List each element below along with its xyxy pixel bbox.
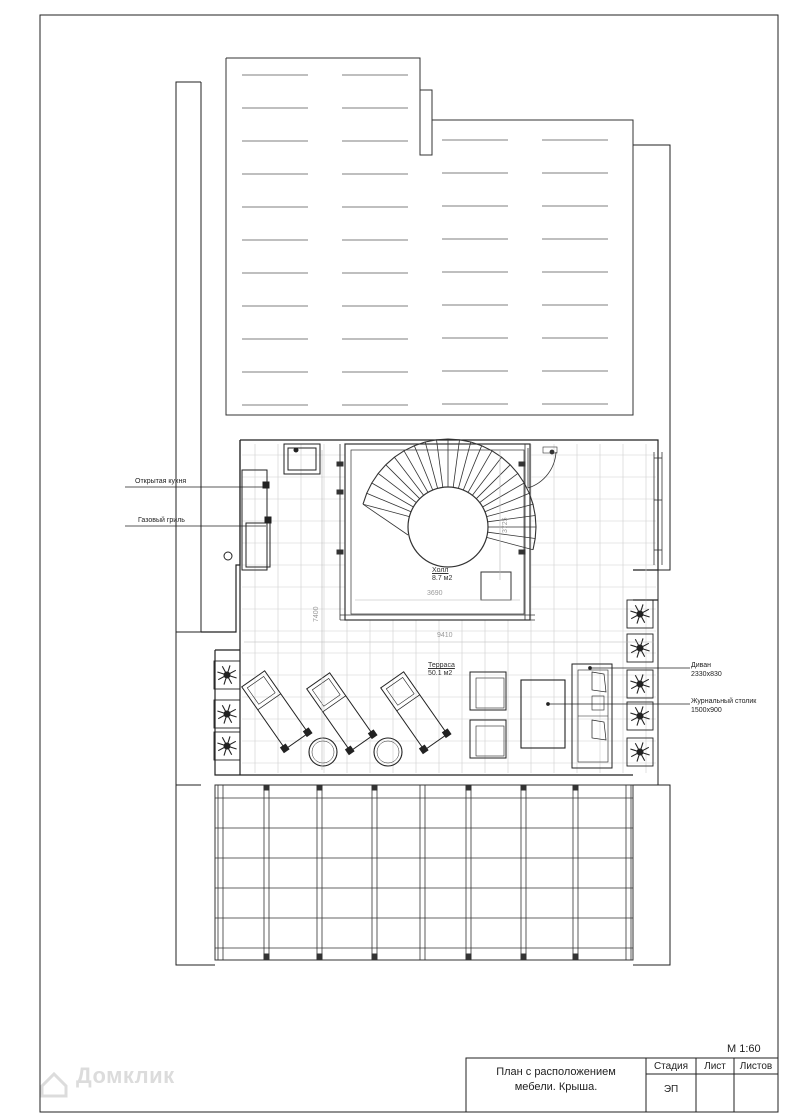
dim-terrace-depth: 7400 — [313, 606, 320, 622]
room-terrace — [428, 662, 455, 678]
title-line-1: План с расположением — [496, 1066, 616, 1078]
plant-planter — [627, 738, 653, 766]
col-sheets: Листов — [739, 1061, 773, 1072]
terrace-door — [528, 447, 557, 488]
room-hall — [432, 567, 452, 583]
sofa-shape — [572, 664, 612, 768]
roof-panel-lines — [242, 75, 608, 405]
col-sheet: Лист — [704, 1061, 726, 1072]
title-block-title — [466, 1065, 646, 1095]
dim-hall-depth: 3725 — [502, 517, 509, 533]
stage-value: ЭП — [663, 1084, 679, 1095]
pergola-structure — [215, 785, 633, 960]
plant-planter — [627, 702, 653, 730]
label-gas-grill: Газовый гриль — [138, 517, 185, 524]
sun-loungers — [239, 669, 451, 754]
room-terrace-area: 50.1 м2 — [428, 670, 453, 677]
plant-planter — [214, 700, 240, 728]
coffee-table-shape — [521, 680, 565, 748]
label-sofa: Диван — [691, 662, 712, 669]
plant-planter — [627, 634, 653, 662]
plant-planter — [214, 732, 240, 760]
title-line-2: мебели. Крыша. — [514, 1081, 598, 1093]
label-coffee-table: Журнальный столик — [691, 698, 757, 705]
roof-upper — [226, 58, 633, 415]
room-hall-area: 8.7 м2 — [432, 575, 453, 582]
room-hall-name: Холл — [432, 567, 449, 574]
armchairs — [470, 672, 506, 758]
label-sofa-size: 2330x830 — [691, 671, 722, 678]
col-stage: Стадия — [653, 1061, 689, 1072]
dim-terrace-width: 9410 — [437, 632, 453, 639]
plant-planter — [214, 661, 240, 689]
plant-planter — [627, 600, 653, 628]
watermark — [42, 1063, 175, 1089]
label-open-kitchen: Открытая кухня — [135, 478, 187, 485]
label-coffee-table-size: 1500x900 — [691, 707, 722, 714]
sun-lounger — [304, 671, 377, 754]
plant-planter — [627, 670, 653, 698]
kitchen-block — [224, 444, 320, 570]
drawing-scale: М 1:60 — [727, 1043, 761, 1055]
dim-hall-width: 3690 — [427, 590, 443, 597]
room-terrace-name: Терраса — [428, 662, 455, 669]
watermark-text: Домклик — [76, 1063, 175, 1088]
round-side-tables — [309, 738, 402, 766]
